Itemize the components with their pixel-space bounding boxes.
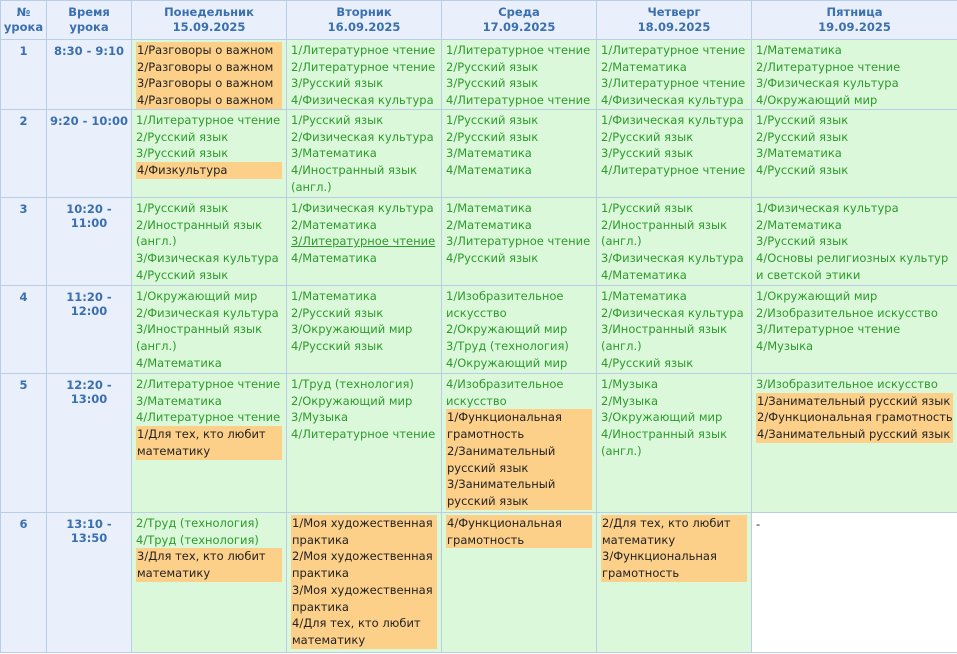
lesson-item[interactable]: 4/Литературное чтение <box>601 163 746 178</box>
lesson-item[interactable]: 3/Русский язык <box>446 76 539 91</box>
empty-cell-dash: - <box>756 517 761 531</box>
schedule-body <box>1 40 957 653</box>
schedule-cell[interactable] <box>132 374 287 513</box>
lesson-item[interactable]: 2/Физическая культура <box>601 305 744 320</box>
lesson-item[interactable]: 2/Математика <box>601 59 687 74</box>
lesson-item[interactable]: 4/Математика <box>291 251 377 266</box>
lesson-item[interactable]: 1/Математика <box>601 289 687 303</box>
lesson-row <box>1 40 957 110</box>
lesson-item[interactable]: 1/Труд (технология) <box>291 377 414 391</box>
lesson-item[interactable]: 1/Окружающий мир <box>136 289 258 303</box>
day-header-tuesday[interactable] <box>287 1 442 40</box>
lesson-row <box>1 110 957 198</box>
lesson-item[interactable]: 4/Литературное чтение <box>291 427 436 442</box>
day-name: Пятница <box>826 5 883 19</box>
lesson-item[interactable]: 2/Окружающий мир <box>291 393 413 408</box>
lesson-item[interactable]: 3/Физическая культура <box>601 251 744 266</box>
lesson-item[interactable]: 2/Физическая культура <box>291 129 434 144</box>
lesson-item[interactable]: 4/Окружающий мир <box>756 93 878 108</box>
highlighted-lesson-item[interactable]: 3/Функциональная грамотность <box>601 548 747 581</box>
lesson-row <box>1 198 957 286</box>
schedule-cell[interactable] <box>752 198 957 286</box>
lesson-item[interactable]: 3/Математика <box>136 393 222 408</box>
lesson-item[interactable]: 2/Русский язык <box>136 129 229 144</box>
lesson-item[interactable]: 4/Физическая культура <box>601 93 744 108</box>
schedule-cell[interactable] <box>752 110 957 198</box>
lesson-item[interactable]: 1/Физическая культура <box>291 201 434 215</box>
lesson-item[interactable]: 2/Литературное чтение <box>756 59 901 74</box>
lesson-item[interactable]: 4/Русский язык <box>756 163 849 178</box>
schedule-cell[interactable] <box>287 40 442 110</box>
highlighted-lesson-item[interactable]: 4/Для тех, кто любит математику <box>291 615 437 648</box>
lesson-item[interactable]: 3/Русский язык <box>601 146 694 161</box>
lesson-time: 12:20 - 13:00 <box>47 374 132 513</box>
day-name: Четверг <box>647 5 701 19</box>
lesson-time: 8:30 - 9:10 <box>47 40 132 110</box>
lesson-item[interactable]: 3/Иностранный язык (англ.) <box>601 322 728 354</box>
header-row <box>1 1 957 40</box>
lesson-item[interactable]: 1/Русский язык <box>291 113 384 127</box>
lesson-item[interactable]: 4/Музыка <box>756 339 814 354</box>
lesson-time-header: Время урока <box>47 1 132 40</box>
schedule-cell[interactable] <box>287 110 442 198</box>
lesson-item[interactable]: 1/Литературное чтение <box>136 113 281 127</box>
schedule-cell[interactable] <box>442 110 597 198</box>
lesson-number: 4 <box>1 286 47 374</box>
schedule-cell[interactable] <box>597 110 752 198</box>
highlighted-lesson-item[interactable]: 4/Разговоры о важном <box>136 92 282 109</box>
lesson-item[interactable]: 3/Литературное чтение <box>446 234 591 249</box>
schedule-cell[interactable] <box>287 198 442 286</box>
lesson-item[interactable]: 1/Литературное чтение <box>446 43 591 57</box>
schedule-cell[interactable] <box>752 374 957 513</box>
schedule-cell[interactable] <box>597 198 752 286</box>
lesson-item[interactable]: 3/Русский язык <box>291 76 384 91</box>
highlighted-lesson-item[interactable]: 1/Занимательный русский язык <box>756 393 953 410</box>
lesson-item[interactable]: 2/Музыка <box>601 393 659 408</box>
lesson-item[interactable]: 3/Математика <box>291 146 377 161</box>
day-name: Вторник <box>336 5 392 19</box>
lesson-item[interactable]: 2/Математика <box>291 217 377 232</box>
schedule-cell[interactable] <box>287 513 442 653</box>
schedule-cell[interactable] <box>132 513 287 653</box>
lesson-item[interactable]: 2/Окружающий мир <box>446 322 568 337</box>
day-date: 19.09.2025 <box>818 20 891 34</box>
highlighted-lesson-item[interactable]: 1/Разговоры о важном <box>136 42 282 59</box>
lesson-item[interactable]: 4/Математика <box>601 267 687 282</box>
schedule-cell[interactable] <box>597 513 752 653</box>
schedule-cell[interactable] <box>287 286 442 374</box>
lesson-item[interactable]: 4/Иностранный язык (англ.) <box>291 163 418 194</box>
lesson-number: 5 <box>1 374 47 513</box>
lesson-item[interactable]: 4/Русский язык <box>291 339 384 354</box>
lesson-item[interactable]: 1/Математика <box>446 201 532 215</box>
lesson-item[interactable]: 1/Музыка <box>601 377 659 391</box>
highlighted-lesson-item[interactable]: 2/Моя художественная практика <box>291 548 437 581</box>
lesson-item[interactable]: 1/Физическая культура <box>756 201 899 215</box>
lesson-item[interactable]: 3/Литературное чтение <box>756 322 901 337</box>
lesson-number-header-label: урока <box>3 20 44 34</box>
lesson-row <box>1 513 957 653</box>
day-header-thursday[interactable] <box>597 1 752 40</box>
lesson-time: 11:20 - 12:00 <box>47 286 132 374</box>
schedule-cell[interactable] <box>287 374 442 513</box>
lesson-item[interactable]: 2/Русский язык <box>756 129 849 144</box>
lesson-number: 3 <box>1 198 47 286</box>
lesson-item[interactable]: 4/Труд (технология) <box>136 532 259 547</box>
lesson-item[interactable]: 3/Физическая культура <box>136 251 279 266</box>
highlighted-lesson-item[interactable]: 2/Разговоры о важном <box>136 59 282 76</box>
lesson-item[interactable]: 3/Математика <box>446 146 532 161</box>
lesson-item[interactable]: 4/Физическая культура <box>291 93 434 108</box>
lesson-item[interactable]: 4/Математика <box>136 355 222 370</box>
lesson-item[interactable]: 2/Русский язык <box>446 129 539 144</box>
highlighted-lesson-item[interactable]: 3/Занимательный русский язык <box>446 476 592 509</box>
lesson-number: 2 <box>1 110 47 198</box>
highlighted-lesson-item[interactable]: 3/Разговоры о важном <box>136 75 282 92</box>
lesson-item[interactable]: 3/Русский язык <box>136 146 229 161</box>
highlighted-lesson-item[interactable]: 2/Функциональная грамотность <box>757 410 953 425</box>
lesson-item[interactable]: 2/Литературное чтение <box>136 377 281 391</box>
day-date: 15.09.2025 <box>172 20 246 34</box>
lesson-item[interactable]: 1/Литературное чтение <box>291 43 436 57</box>
schedule-cell[interactable] <box>132 110 287 198</box>
day-date: 17.09.2025 <box>482 20 556 34</box>
lesson-item[interactable]: 3/Труд (технология) <box>446 339 569 354</box>
lesson-item[interactable]: 1/Русский язык <box>446 113 539 127</box>
lesson-time: 9:20 - 10:00 <box>47 110 132 198</box>
day-header-wednesday[interactable] <box>442 1 597 40</box>
schedule-cell[interactable] <box>132 286 287 374</box>
lesson-item[interactable]: 2/Математика <box>756 217 842 232</box>
lesson-item[interactable]: 3/Окружающий мир <box>601 410 723 425</box>
lesson-item[interactable]: 3/Русский язык <box>756 234 849 249</box>
day-header-monday[interactable] <box>132 1 287 40</box>
day-date: 18.09.2025 <box>637 20 711 34</box>
lesson-item[interactable]: 2/Труд (технология) <box>136 516 259 530</box>
lesson-item[interactable]: 2/Литературное чтение <box>291 59 436 74</box>
schedule-cell[interactable] <box>132 198 287 286</box>
lesson-item[interactable]: 1/Русский язык <box>136 201 229 215</box>
highlighted-lesson-item[interactable]: 4/Функциональная грамотность <box>446 515 592 548</box>
highlighted-lesson-item[interactable]: 1/Моя художественная практика <box>291 515 437 548</box>
schedule-cell[interactable] <box>597 40 752 110</box>
lesson-item[interactable]: 3/Литературное чтение <box>601 76 746 91</box>
lesson-item[interactable]: 3/Музыка <box>291 410 349 425</box>
lesson-item[interactable]: 4/Основы религиозных культур и светской этики <box>756 251 949 282</box>
schedule-cell[interactable] <box>442 40 597 110</box>
lesson-item[interactable]: 2/Иностранный язык (англ.) <box>601 217 728 249</box>
lesson-number-header <box>1 1 47 40</box>
lesson-item[interactable]: 4/Русский язык <box>446 251 539 266</box>
schedule-cell[interactable] <box>442 286 597 374</box>
lesson-item[interactable]: 1/Математика <box>756 43 842 57</box>
lesson-number: 6 <box>1 513 47 653</box>
lesson-item[interactable]: 4/Русский язык <box>136 267 229 282</box>
schedule-cell[interactable] <box>597 286 752 374</box>
schedule-cell[interactable] <box>752 286 957 374</box>
lesson-item[interactable]: 3/Изобразительное искусство <box>756 377 938 391</box>
lesson-item[interactable]: 3/Математика <box>756 146 842 161</box>
lesson-item[interactable]: 2/Физическая культура <box>136 305 279 320</box>
lesson-item[interactable]: 2/Математика <box>446 217 532 232</box>
lesson-item[interactable]: 1/Русский язык <box>756 113 849 127</box>
lesson-time: 10:20 - 11:00 <box>47 198 132 286</box>
lesson-item[interactable]: 2/Русский язык <box>291 305 384 320</box>
schedule-cell[interactable] <box>752 40 957 110</box>
lesson-item[interactable]: 2/Русский язык <box>601 129 694 144</box>
schedule-cell[interactable] <box>442 198 597 286</box>
highlighted-lesson-item[interactable]: 4/Физкультура <box>136 162 282 179</box>
highlighted-lesson-item[interactable]: 2/Занимательный русский язык <box>446 443 592 476</box>
lesson-number-header-symbol: № <box>16 5 31 19</box>
lesson-row <box>1 286 957 374</box>
highlighted-lesson-item[interactable]: 4/Занимательный русский язык <box>756 426 953 443</box>
highlighted-lesson-item[interactable]: 3/Для тех, кто любит математику <box>136 548 282 581</box>
day-date: 16.09.2025 <box>327 20 401 34</box>
schedule-cell[interactable] <box>442 374 597 513</box>
lesson-item[interactable]: 4/Иностранный язык (англ.) <box>601 427 728 458</box>
lesson-number: 1 <box>1 40 47 110</box>
lesson-item[interactable]: 4/Изобразительное искусство <box>446 377 564 408</box>
lesson-item[interactable]: 3/Литературное чтение <box>291 234 436 249</box>
lesson-item[interactable]: 3/Физическая культура <box>756 76 899 91</box>
lesson-item[interactable]: 1/Литературное чтение <box>601 43 746 57</box>
day-name: Понедельник <box>164 5 254 19</box>
schedule-cell[interactable] <box>597 374 752 513</box>
lesson-item[interactable]: 4/Окружающий мир <box>446 355 568 370</box>
lesson-item[interactable]: 2/Иностранный язык (англ.) <box>136 217 263 249</box>
highlighted-lesson-item[interactable]: 3/Моя художественная практика <box>291 582 437 615</box>
lesson-item[interactable]: 1/Физическая культура <box>601 113 744 127</box>
lesson-item[interactable]: 1/Математика <box>291 289 377 303</box>
highlighted-lesson-item[interactable]: 1/Функциональная грамотность <box>446 409 592 442</box>
lesson-item[interactable]: 4/Литературное чтение <box>136 410 281 425</box>
lesson-item[interactable]: 1/Изобразительное искусство <box>446 289 564 320</box>
highlighted-lesson-item[interactable]: 1/Для тех, кто любит математику <box>136 426 282 459</box>
lesson-time: 13:10 - 13:50 <box>47 513 132 653</box>
day-header-friday[interactable] <box>752 1 957 40</box>
lesson-item[interactable]: 4/Литературное чтение <box>446 93 591 108</box>
schedule-cell[interactable] <box>132 40 287 110</box>
lesson-row <box>1 374 957 513</box>
lesson-item[interactable]: 3/Окружающий мир <box>291 322 413 337</box>
lesson-item[interactable]: 1/Окружающий мир <box>756 289 878 303</box>
schedule-cell[interactable] <box>442 513 597 653</box>
lesson-item[interactable]: 4/Русский язык <box>601 355 694 370</box>
lesson-item[interactable]: 3/Иностранный язык (англ.) <box>136 322 263 354</box>
highlighted-lesson-item[interactable]: 2/Для тех, кто любит математику <box>601 515 747 548</box>
day-name: Среда <box>498 5 540 19</box>
lesson-item[interactable]: 4/Математика <box>446 163 532 178</box>
lesson-item[interactable]: 1/Русский язык <box>601 201 694 215</box>
schedule-cell[interactable] <box>752 513 957 653</box>
lesson-item[interactable]: 2/Русский язык <box>446 59 539 74</box>
lesson-item[interactable]: 2/Изобразительное искусство <box>756 305 938 320</box>
